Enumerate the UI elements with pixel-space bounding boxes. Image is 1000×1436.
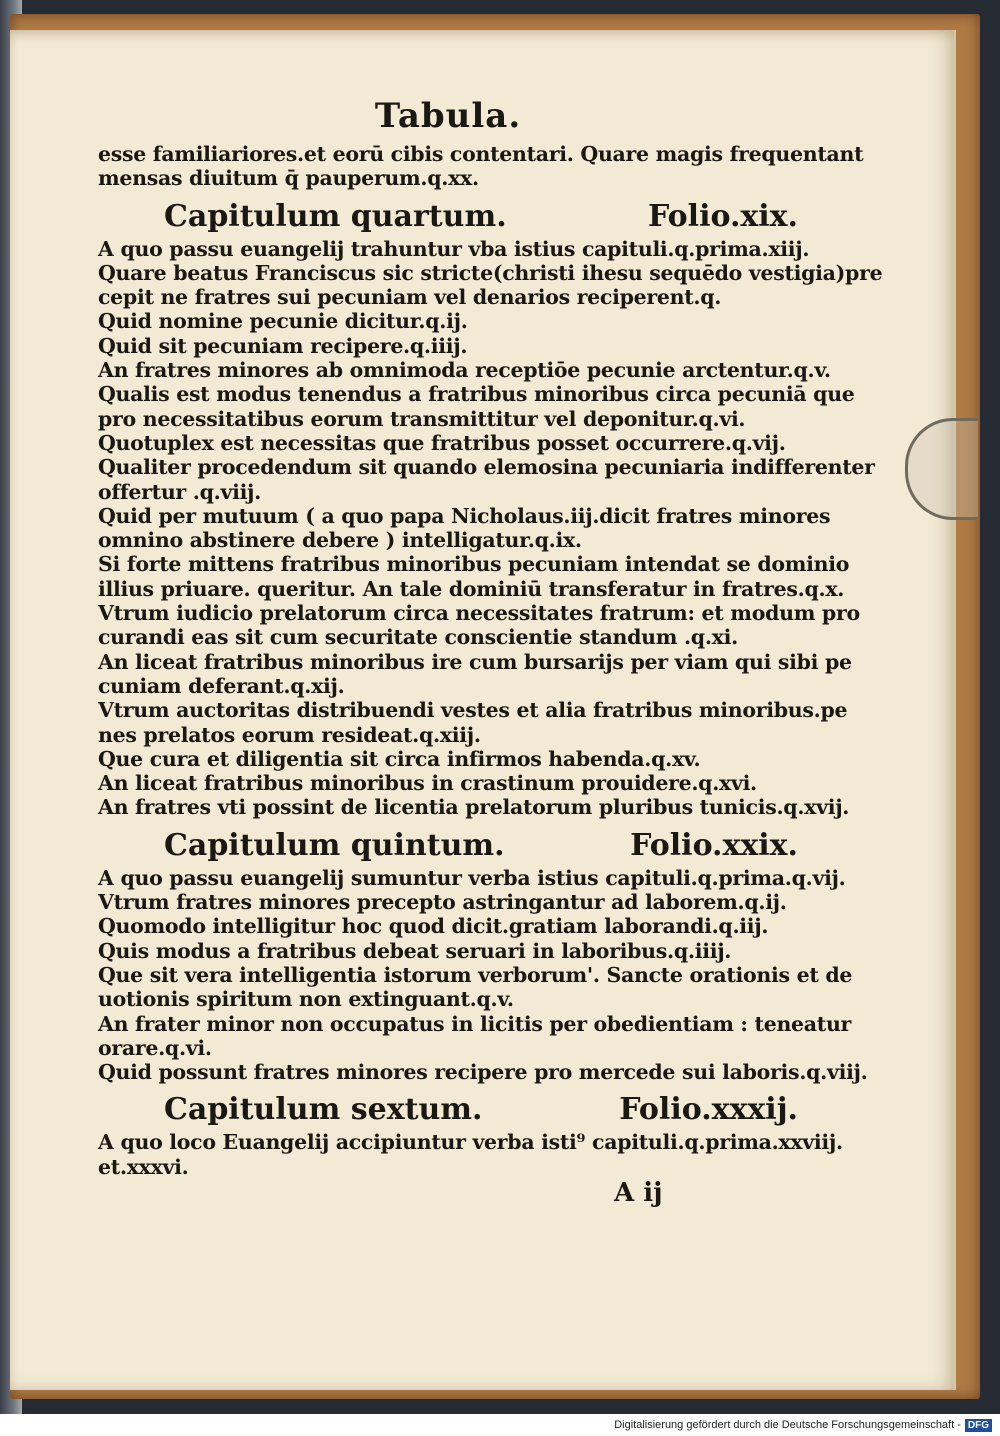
text-line: offertur .q.viij. xyxy=(98,479,262,504)
dfg-logo-icon: DFG xyxy=(965,1419,992,1432)
text-line: Qualiter procedendum sit quando elemosina pecuniaria indifferenter xyxy=(98,455,875,480)
text-line: An liceat fratribus minoribus in crastinum prouidere.q.xvi. xyxy=(98,771,757,796)
chapter-heading xyxy=(98,199,798,235)
text-line: Quomodo intelligitur hoc quod dicit.gratiam laborandi.q.iij. xyxy=(98,914,769,939)
text-line: Qualis est modus tenendus a fratribus minoribus circa pecuniā que xyxy=(98,382,855,407)
text-line: uotionis spiritum non extinguant.q.v. xyxy=(98,987,514,1012)
chapter-folio: Folio.xxix. xyxy=(630,827,798,863)
text-line: An frater minor non occupatus in licitis per obedientiam : teneatur xyxy=(98,1011,852,1036)
text-line: Vtrum iudicio prelatorum circa necessitates fratrum: et modum pro xyxy=(98,601,860,626)
page-heading: Tabula. xyxy=(374,96,522,136)
text-line: Vtrum auctoritas distribuendi vestes et alia fratribus minoribus.pe xyxy=(98,698,848,723)
text-line: An fratres minores ab omnimoda receptiōe pecunie arctentur.q.v. xyxy=(98,358,831,383)
chapter-title: Capitulum sextum. xyxy=(164,1092,483,1128)
text-line: Quid nomine pecunie dicitur.q.ij. xyxy=(98,309,468,334)
text-line: Quotuplex est necessitas que fratribus posset occurrere.q.vij. xyxy=(98,430,786,455)
text-line: A quo loco Euangelij accipiuntur verba isti⁹ capituli.q.prima.xxviij. xyxy=(98,1130,843,1155)
chapter-folio: Folio.xix. xyxy=(648,198,798,234)
text-line: Que sit vera intelligentia istorum verborum'. Sancte orationis et de xyxy=(98,962,853,987)
text-line: illius priuare. queritur. An tale dominiū transferatur in fratres.q.x. xyxy=(98,576,845,601)
text-line: Que cura et diligentia sit circa infirmos habenda.q.xv. xyxy=(98,746,701,771)
chapter-title: Capitulum quartum. xyxy=(164,198,507,234)
text-line: A quo passu euangelij trahuntur vba istius capituli.q.prima.xiij. xyxy=(98,236,810,261)
page-text xyxy=(98,96,883,1179)
text-line: Vtrum fratres minores precepto astringantur ad laborem.q.ij. xyxy=(98,890,787,915)
chapter-heading xyxy=(98,1092,798,1128)
text-line: cuniam deferant.q.xij. xyxy=(98,673,345,698)
text-line: cepit ne fratres sui pecuniam vel denarios reciperent.q. xyxy=(98,285,722,310)
text-line: mensas diuitum q̄ pauperum.q.xx. xyxy=(98,166,479,191)
text-line: Quis modus a fratribus debeat seruari in laboribus.q.iiij. xyxy=(98,938,732,963)
chapter-folio: Folio.xxxij. xyxy=(619,1092,798,1128)
text-line: orare.q.vi. xyxy=(98,1035,212,1060)
footer-credit: Digitalisierung gefördert durch die Deutsche Forschungsgemeinschaft - xyxy=(614,1419,961,1431)
text-line: esse familiariores.et eorū cibis contentari. Quare magis frequentant xyxy=(98,142,864,166)
text-line: An fratres vti possint de licentia prelatorum pluribus tunicis.q.xvij. xyxy=(98,795,850,820)
chapter-title: Capitulum quintum. xyxy=(164,827,505,863)
text-line: Quid possunt fratres minores recipere pro mercede sui laboris.q.viij. xyxy=(98,1060,868,1085)
text-line: curandi eas sit cum securitate conscientie standum .q.xi. xyxy=(98,625,738,650)
text-line: nes prelatos eorum resideat.q.xiij. xyxy=(98,722,481,747)
text-line: Quare beatus Franciscus sic stricte(christi ihesu sequēdo vestigia)pre xyxy=(98,260,883,285)
text-line: Quid sit pecuniam recipere.q.iiij. xyxy=(98,333,468,358)
signature-mark: A ij xyxy=(614,1178,663,1208)
text-line: A quo passu euangelij sumuntur verba istius capituli.q.prima.q.vij. xyxy=(98,865,846,890)
text-line: Si forte mittens fratribus minoribus pecuniam intendat se dominio xyxy=(98,552,850,577)
chapter-heading xyxy=(98,828,798,864)
text-line: An liceat fratribus minoribus ire cum bursarijs per viam qui sibi pe xyxy=(98,649,852,674)
text-line: pro necessitatibus eorum transmittitur vel deponitur.q.vi. xyxy=(98,406,746,431)
text-line: Quid per mutuum ( a quo papa Nicholaus.iij.dicit fratres minores xyxy=(98,503,831,528)
footer-bar xyxy=(0,1414,1000,1436)
text-line: omnino abstinere debere ) intelligatur.q.ix. xyxy=(98,528,582,553)
text-line: et.xxxvi. xyxy=(98,1154,189,1179)
